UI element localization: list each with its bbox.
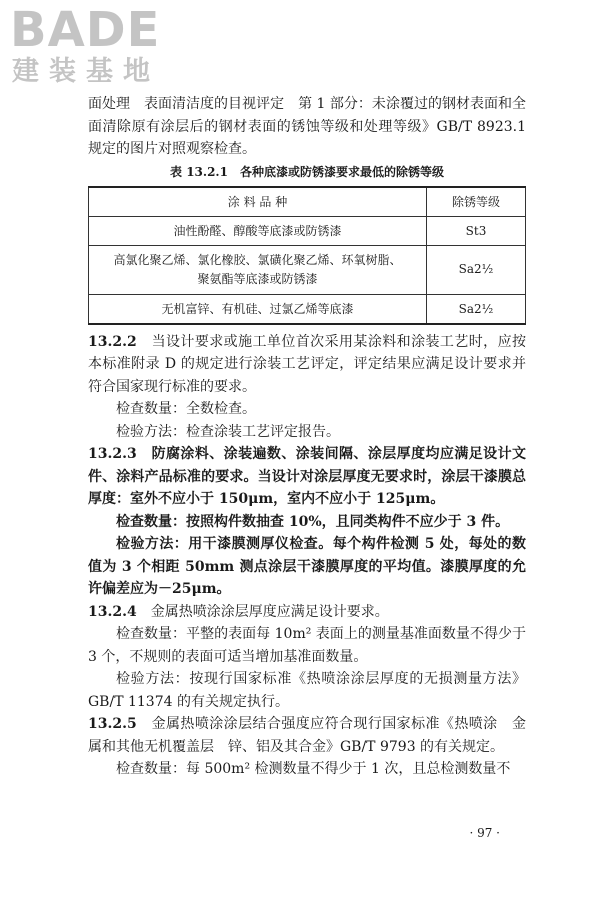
cell-grade: St3	[427, 216, 526, 245]
clause-number: 13.2.2	[88, 333, 137, 350]
table-header-row	[89, 187, 526, 217]
cell-coating: 无机富锌、有机硅、过氯乙烯等底漆	[89, 294, 427, 324]
cell-coating	[89, 245, 427, 294]
cell-coating-line1: 高氯化聚乙烯、氯化橡胶、氯磺化聚乙烯、环氧树脂、	[113, 252, 402, 267]
cell-coating: 油性酚醛、醇酸等底漆或防锈漆	[89, 216, 427, 245]
intro-paragraph: 面处理 表面清洁度的目视评定 第 1 部分：未涂覆过的钢材表面和全面清除原有涂层后的钢材表面的锈蚀等级和处理等级》GB/T 8923.1 规定的图片对照观察检查。	[88, 96, 526, 157]
clause-13-2-5	[88, 713, 526, 758]
check-quantity: 检查数量：按照构件数抽查 10%，且同类构件不应少于 3 件。	[116, 513, 510, 530]
clause-13-2-4	[88, 601, 526, 624]
clause-number: 13.2.3	[88, 446, 137, 462]
check-quantity: 检查数量：平整的表面每 10m² 表面上的测量基准面数量不得少于 3 个，不规则的表面可适当增加基准面数量。	[88, 626, 526, 665]
check-method: 检验方法：用干漆膜测厚仪检查。每个构件检测 5 处，每处的数值为 3 个相距 50mm 测点涂层干漆膜厚度的平均值。漆膜厚度的允许偏差应为－25μm。	[88, 536, 526, 597]
rust-removal-table	[88, 186, 526, 325]
clause-text: 防腐涂料、涂装遍数、涂装间隔、涂层厚度均应满足设计文件、涂料产品标准的要求。当设计对涂层厚度无要求时，涂层干漆膜总厚度：室外不应小于 150μm，室内不应小于 125μm。	[88, 446, 527, 507]
table-row	[89, 294, 526, 324]
cell-grade: Sa2½	[427, 294, 526, 324]
check-method: 检验方法：检查涂装工艺评定报告。	[116, 423, 340, 440]
clause-text: 金属热喷涂涂层厚度应满足设计要求。	[150, 603, 389, 620]
check-quantity: 检查数量：全数检查。	[116, 401, 256, 417]
watermark-logo	[10, 2, 185, 88]
table-row	[89, 245, 526, 294]
clause-13-2-2	[88, 331, 526, 399]
logo-subtitle: 建装基地	[12, 56, 160, 87]
clause-text: 金属热喷涂涂层结合强度应符合现行国家标准《热喷涂 金属和其他无机覆盖层 锌、铝及其合金》GB/T 9793 的有关规定。	[88, 716, 527, 755]
table-caption: 表 13.2.1 各种底漆或防锈漆要求最低的除锈等级	[170, 164, 444, 179]
page-number: · 97 ·	[469, 826, 500, 840]
page-body	[88, 93, 526, 781]
clause-13-2-3	[88, 443, 526, 511]
clause-text: 当设计要求或施工单位首次采用某涂料和涂装工艺时，应按本标准附录 D 的规定进行涂装工艺评定，评定结果应满足设计要求并符合国家现行标准的要求。	[88, 333, 527, 395]
clause-number: 13.2.5	[88, 716, 137, 732]
cell-coating-line2: 聚氨酯等底漆或防锈漆	[197, 271, 318, 286]
logo-wordmark: BADE	[10, 2, 161, 58]
check-method: 检验方法：按现行国家标准《热喷涂涂层厚度的无损测量方法》GB/T 11374 的有关规定执行。	[88, 671, 526, 710]
table-row	[89, 216, 526, 245]
header-rust-grade: 除锈等级	[427, 187, 526, 217]
clause-number: 13.2.4	[88, 603, 137, 620]
cell-grade: Sa2½	[427, 245, 526, 294]
header-coating-type: 涂 料 品 种	[89, 187, 427, 217]
check-quantity: 检查数量：每 500m² 检测数量不得少于 1 次，且总检测数量不	[116, 761, 511, 777]
